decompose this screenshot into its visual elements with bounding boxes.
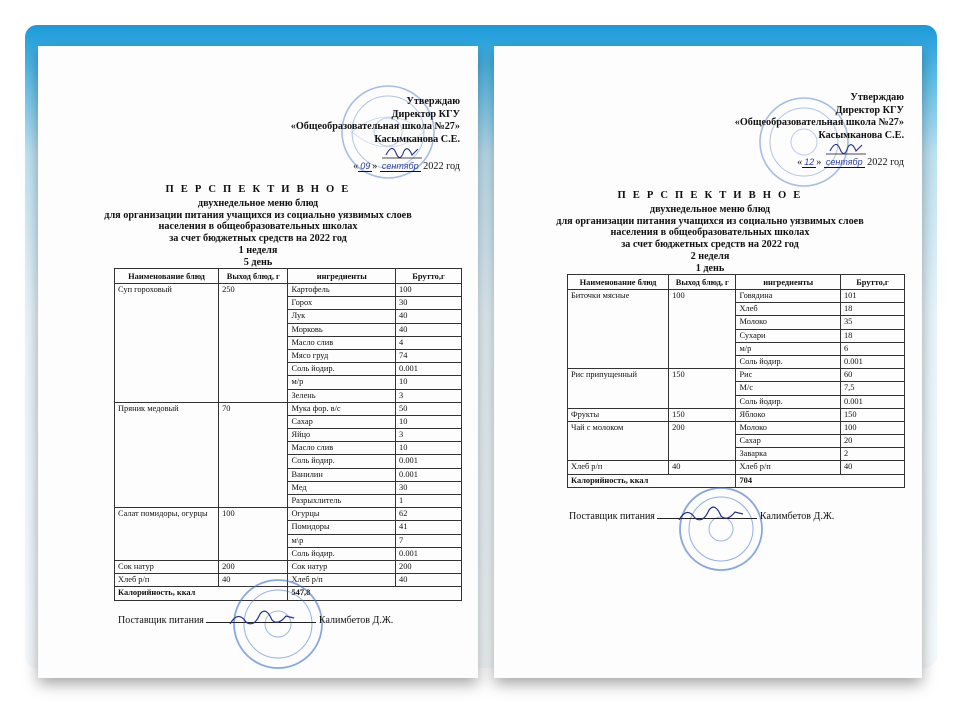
ingredient-gross: 0.001 (396, 468, 462, 481)
document-title (540, 190, 880, 275)
table-row (568, 461, 905, 474)
ingredient-name: Молоко (736, 421, 840, 434)
director-position: Директор КГУ (391, 108, 460, 120)
supplier-stamp-icon (676, 484, 766, 574)
ingredient-gross: 60 (840, 369, 904, 382)
ingredient-name: Рис (736, 369, 840, 382)
column-header: Брутто,г (840, 275, 904, 290)
ingredient-gross: 30 (396, 297, 462, 310)
dish-name: Салат помидоры, огурцы (115, 508, 219, 561)
dish-output: 100 (219, 508, 288, 561)
table-header-row (568, 275, 905, 290)
dish-output: 150 (669, 408, 736, 421)
ingredient-gross: 10 (396, 376, 462, 389)
ingredient-name: Хлеб (736, 303, 840, 316)
title-line4: за счет бюджетных средств на 2022 год (621, 239, 799, 251)
ingredient-gross: 74 (396, 349, 462, 362)
ingredient-name: Масло слив (288, 336, 396, 349)
ingredient-name: Разрыхлитель (288, 495, 396, 508)
ingredient-name: Говядина (736, 290, 840, 303)
ingredient-name: Соль йодир. (736, 395, 840, 408)
approval-date: « 12 » сентябр 2022 год (797, 157, 904, 169)
approval-block (735, 92, 904, 170)
ingredient-name: Сахар (288, 415, 396, 428)
title-line3: населения в общеобразовательных школах (158, 221, 358, 233)
dish-name: Биточки мясные (568, 290, 669, 369)
approve-label: Утверждаю (406, 96, 460, 107)
title-line4: за счет бюджетных средств на 2022 год (169, 233, 347, 245)
ingredient-gross: 35 (840, 316, 904, 329)
title-line2: для организации питания учащихся из социально уязвимых слоев (556, 215, 864, 227)
ingredient-name: Соль йодир. (288, 455, 396, 468)
ingredient-name: Огурцы (288, 508, 396, 521)
ingredient-gross: 40 (396, 310, 462, 323)
ingredient-name: Яйцо (288, 429, 396, 442)
ingredient-name: Мед (288, 481, 396, 494)
director-signature-icon (382, 143, 422, 161)
ingredient-name: Сахар (736, 435, 840, 448)
column-header: Брутто,г (396, 269, 462, 284)
ingredient-name: Мука фор. в/с (288, 402, 396, 415)
table-row (568, 369, 905, 382)
ingredient-gross: 1 (396, 495, 462, 508)
table-row (568, 408, 905, 421)
table-row (115, 560, 462, 573)
title-main: П Е Р С П Е К Т И В Н О Е (165, 184, 351, 195)
ingredient-gross: 3 (396, 429, 462, 442)
ingredient-name: Соль йодир. (736, 355, 840, 368)
ingredient-gross: 0.001 (396, 363, 462, 376)
supplier-line (569, 511, 834, 522)
dish-output: 150 (669, 369, 736, 409)
supplier-label: Поставщик питания (569, 511, 655, 522)
school-name: «Общеобразовательная школа №27» (734, 117, 904, 129)
ingredient-gross: 18 (840, 329, 904, 342)
ingredient-gross: 0.001 (840, 355, 904, 368)
ingredient-gross: 40 (396, 323, 462, 336)
dish-output: 200 (219, 560, 288, 573)
supplier-name: Калимбетов Д.Ж. (318, 615, 394, 626)
menu-table (114, 268, 462, 601)
approval-block (291, 96, 460, 174)
column-header: Наименование блюд (568, 275, 669, 290)
calorie-value: 704 (736, 474, 905, 487)
supplier-signature-icon (675, 504, 745, 526)
table-row (568, 421, 905, 434)
ingredient-gross: 40 (840, 461, 904, 474)
dish-name: Рис припущенный (568, 369, 669, 409)
ingredient-gross: 0.001 (396, 455, 462, 468)
ingredient-name: Хлеб р/п (288, 574, 396, 587)
ingredient-gross: 200 (396, 560, 462, 573)
ingredient-gross: 100 (396, 284, 462, 297)
dish-output: 200 (669, 421, 736, 461)
ingredient-name: м\р (288, 534, 396, 547)
column-header: ингредиенты (288, 269, 396, 284)
ingredient-gross: 100 (840, 421, 904, 434)
day-label: 5 день (243, 256, 273, 268)
title-line1: двухнедельное меню блюд (649, 203, 771, 215)
ingredient-gross: 2 (840, 448, 904, 461)
menu-table (567, 274, 905, 488)
dish-output: 100 (669, 290, 736, 369)
ingredient-gross: 0.001 (396, 547, 462, 560)
ingredient-gross: 18 (840, 303, 904, 316)
ingredient-name: Яблоко (736, 408, 840, 421)
supplier-name: Калимбетов Д.Ж. (759, 511, 835, 522)
ingredient-name: Морковь (288, 323, 396, 336)
week-label: 2 неделя (690, 250, 730, 262)
column-header: Выход блюд, г (669, 275, 736, 290)
ingredient-name: Картофель (288, 284, 396, 297)
ingredient-gross: 150 (840, 408, 904, 421)
column-header: ингредиенты (736, 275, 840, 290)
director-name: Касымканова С.Е. (818, 129, 904, 141)
day-label: 1 день (695, 262, 725, 274)
director-position: Директор КГУ (835, 104, 904, 116)
ingredient-gross: 40 (396, 574, 462, 587)
dish-name: Хлеб р/п (568, 461, 669, 474)
dish-output: 40 (669, 461, 736, 474)
dish-output: 40 (219, 574, 288, 587)
ingredient-gross: 41 (396, 521, 462, 534)
supplier-line (118, 615, 393, 626)
title-main: П Е Р С П Е К Т И В Н О Е (617, 190, 803, 201)
ingredient-gross: 10 (396, 442, 462, 455)
table-row (568, 290, 905, 303)
school-name: «Общеобразовательная школа №27» (290, 121, 460, 133)
dish-name: Хлеб р/п (115, 574, 219, 587)
approve-label: Утверждаю (850, 92, 904, 103)
ingredient-name: Хлеб р/п (736, 461, 840, 474)
director-name: Касымканова С.Е. (374, 133, 460, 145)
table-row (115, 508, 462, 521)
ingredient-gross: 30 (396, 481, 462, 494)
menu-page-week1-day5 (38, 46, 478, 678)
supplier-signature-icon (226, 608, 296, 630)
column-header: Выход блюд, г (219, 269, 288, 284)
ingredient-gross: 6 (840, 342, 904, 355)
table-row (115, 284, 462, 297)
dish-name: Чай с молоком (568, 421, 669, 461)
ingredient-name: м/р (736, 342, 840, 355)
calorie-label: Калорийность, ккал (115, 587, 288, 600)
ingredient-gross: 7 (396, 534, 462, 547)
document-title (88, 184, 428, 269)
ingredient-name: Молоко (736, 316, 840, 329)
ingredient-gross: 7,5 (840, 382, 904, 395)
calorie-label: Калорийность, ккал (568, 474, 736, 487)
ingredient-name: Зелень (288, 389, 396, 402)
dish-output: 250 (219, 284, 288, 403)
approval-date: « 09 » сентябр 2022 год (353, 161, 460, 173)
column-header: Наименование блюд (115, 269, 219, 284)
ingredient-gross: 20 (840, 435, 904, 448)
dish-name: Фрукты (568, 408, 669, 421)
supplier-label: Поставщик питания (118, 615, 204, 626)
ingredient-gross: 101 (840, 290, 904, 303)
ingredient-name: М/с (736, 382, 840, 395)
ingredient-name: Мясо груд (288, 349, 396, 362)
title-line2: для организации питания учащихся из социально уязвимых слоев (104, 209, 412, 221)
title-line3: населения в общеобразовательных школах (610, 227, 810, 239)
ingredient-gross: 0.001 (840, 395, 904, 408)
ingredient-name: Лук (288, 310, 396, 323)
ingredient-name: Помидоры (288, 521, 396, 534)
dish-output: 70 (219, 402, 288, 508)
ingredient-gross: 62 (396, 508, 462, 521)
menu-page-week2-day1 (494, 46, 922, 678)
dish-name: Суп гороховый (115, 284, 219, 403)
calorie-value: 547,8 (288, 587, 462, 600)
ingredient-name: Масло слив (288, 442, 396, 455)
dish-name: Сок натур (115, 560, 219, 573)
ingredient-name: Горох (288, 297, 396, 310)
ingredient-gross: 50 (396, 402, 462, 415)
table-header-row (115, 269, 462, 284)
ingredient-name: м/р (288, 376, 396, 389)
ingredient-gross: 3 (396, 389, 462, 402)
table-row (115, 402, 462, 415)
ingredient-name: Заварка (736, 448, 840, 461)
title-line1: двухнедельное меню блюд (197, 197, 319, 209)
ingredient-name: Сухари (736, 329, 840, 342)
ingredient-name: Ванилин (288, 468, 396, 481)
ingredient-name: Соль йодир. (288, 547, 396, 560)
dish-name: Пряник медовый (115, 402, 219, 508)
ingredient-name: Соль йодир. (288, 363, 396, 376)
week-label: 1 неделя (238, 244, 278, 256)
director-signature-icon (826, 139, 866, 157)
ingredient-gross: 4 (396, 336, 462, 349)
ingredient-gross: 10 (396, 415, 462, 428)
ingredient-name: Сок натур (288, 560, 396, 573)
